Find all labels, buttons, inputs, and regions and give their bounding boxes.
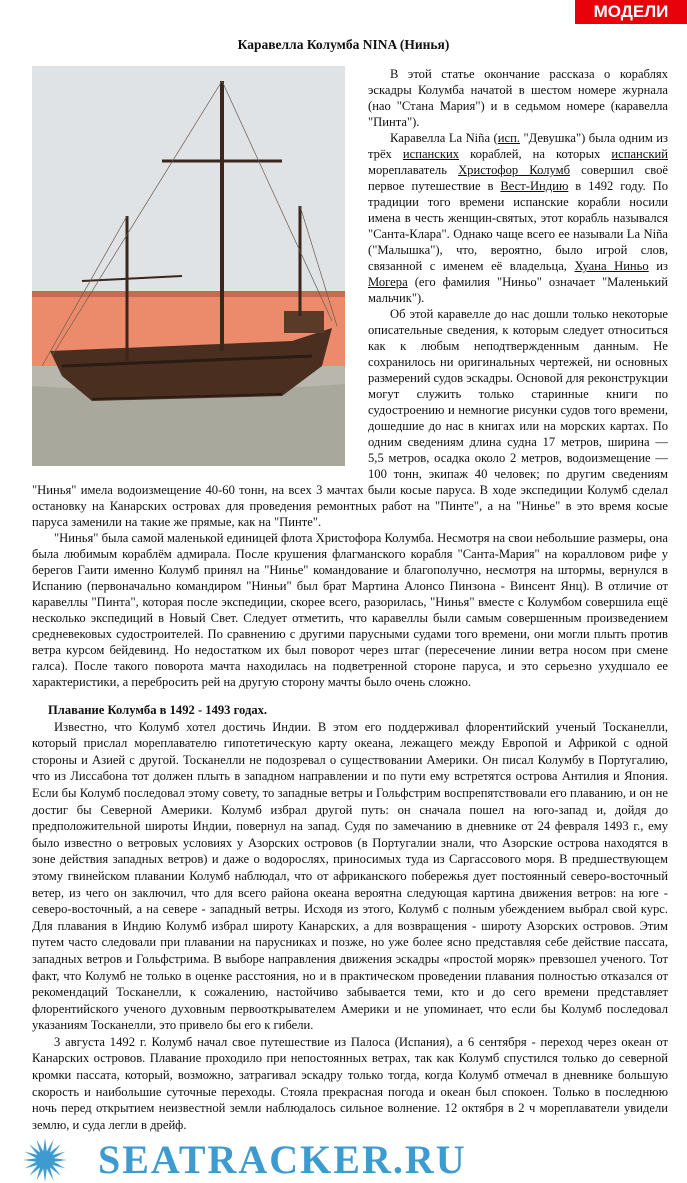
- text-segment: Каравелла La Niña (: [390, 131, 498, 145]
- article-body: [32, 66, 668, 1183]
- text-segment: из: [648, 259, 668, 273]
- link-christopher-columbus[interactable]: Христофор Колумб: [458, 163, 570, 177]
- link-west-indies[interactable]: Вест-Индию: [500, 179, 569, 193]
- starburst-icon: [0, 1137, 90, 1183]
- text-segment: (его фамилия "Ниньо" означает "Маленький мальчик").: [368, 275, 668, 305]
- text-segment: мореплаватель: [368, 163, 459, 177]
- page-title: Каравелла Колумба NINA (Нинья): [237, 37, 450, 52]
- link-spanish-abbr[interactable]: исп.: [497, 131, 520, 145]
- text-segment: кораблей, на которых: [459, 147, 612, 161]
- paragraph-route: Известно, что Колумб хотел достичь Индии. В этом его поддерживал флорентийский ученый Тосканелли, который прислал мореплавателю гипотетическую карту океана, лежащего между Европой и Африкой с одной стороны и Азией с другой. Тосканелли не подозревал о существовании Америки. Он писал Колумбу в Португалию, что из Лиссабона тот должен плыть в западном направлении и по пути ему встретятся острова Антилия и Япония. Если бы Колумб последовал этому совету, то западные ветры и Гольфстрим воспрепятствовали его плаванию, и он не достиг бы Северной Америки. Колумб избрал другой путь: он сначала пошел на юго-запад и, дойдя до предположительной широты Индии, повернул на запад. Судя по замечанию в дневнике от 24 февраля 1493 г., ему было известно о ветровых условиях у Азорских островов (в Португалии знали, что Азорские острова находятся в зоне действия западных ветров) и даже о водорослях, приносимых туда из Саргассового моря. В предшествующем этому гвинейском плавании Колумб наблюдал, что от африканского побережья дует постоянный северо-восточный ветер, из чего он заключил, что для всего района океана вероятна следующая картина движения ветров: на юге - северо-восточный, а на севере - западный ветры. Исходя из этого, Колумб с полным убеждением выбрал свой курс. Для плавания в Индию Колумб избрал широту Канарских, а для возвращения - широту Азорских островов. Этим путем часто следовали при плавании на парусниках и позже, но уже более ясно представляя себе действие пассата, западных ветров и Гольфстрима. В выборе направления движения эскадры «простой моряк» превзошел ученого. Тот факт, что Колумб не только в оценке расстояния, но и в практическом проведении плавания полностью отказался от рекомендаций Тосканелли, к сожалению, настойчиво забывается теми, кто и до сего времени представляет флорентийского ученого духовным первооткрывателем Америки и не упоминает, что если бы Колумб последовал указаниям Тосканелли, это привело бы его к гибели.: [32, 719, 668, 1033]
- voyage-section: [32, 702, 668, 1133]
- text-segment: совершил своё первое путешествие в: [368, 163, 668, 193]
- link-spanish-adj[interactable]: испанский: [611, 147, 668, 161]
- watermark-text: SEATRACKER.RU: [98, 1137, 467, 1183]
- link-spanish[interactable]: испанских: [402, 147, 460, 161]
- link-juan-nino[interactable]: Хуана Ниньо: [574, 259, 649, 273]
- paragraph-history: "Нинья" была самой маленькой единицей флота Христофора Колумба. Несмотря на свои небольшие размеры, она была любимым кораблём адмирала. После крушения флагманского корабля "Санта-Мария" на коралловом рифе у берегов Гаити именно Колумб принял на "Нинье" командование и благополучно, несмотря на штормы, вернулся в Испанию (первоначально командиром "Ниньи" был брат Мартина Алонсо Пинзона - Винсент Янц). В отличие от каравеллы "Пинта", которая после экспедиции, скорее всего, разорилась, "Нинья" вместе с Колумбом совершила ещё несколько экспедиций в Новый Свет. Следует отметить, что каравеллы были самым совершенным произведением средневековых судостроителей. По сравнению с другими парусными судами того времени, они могли плыть против ветра курсом бейдевинд. Но недостатком их был поворот через штаг (пересечение линии ветра носом при смене галса). После такого поворота мачта находилась на подветренной стороне паруса, и это серьезно ухудшало ее характеристики, а перебросить рей на другую сторону мачты было очень сложно.: [32, 531, 668, 689]
- seatracker-watermark: [0, 1137, 668, 1183]
- link-moguer[interactable]: Могера: [368, 275, 408, 289]
- caravel-nina-photo: [32, 66, 345, 466]
- category-badge-models[interactable]: МОДЕЛИ: [575, 0, 687, 24]
- paragraph-specifications: Об этой каравелле до нас дошли только некоторые описательные сведения, к которым следует относиться как к любым неподтвержденным данным. Не сохранилось ни оригинальных чертежей, ни основных размерений судов эскадры. Основой для реконструкции могут служить только старинные книги по судостроению и немногие рисунки судов того времени, дошедшие до нас в книгах или на морских картах. По одним сведениям длина судна 17 метров, ширина — 5,5 метров, осадка около 2 метров, водоизмещение — 100 тонн, экипаж 40 человек; по другим сведениям "Нинья" имела водоизмещение 40-60 тонн, на всех 3 мачтах были косые паруса. В ходе экспедиции Колумб сделал остановку на Канарских островах для проведения ремонтных работ на "Пинте", а на "Нинье" в это время косые паруса заменили на такие же прямые, как на "Пинте".: [32, 307, 669, 529]
- paragraph-voyage: 3 августа 1492 г. Колумб начал свое путешествие из Палоса (Испания), а 6 сентября - переход через океан от Канарских островов. Плавание проходило при непостоянных ветрах, так как Колумб спустился только до северной кромки пассата, который, возможно, затрагивал эскадру только тогда, когда Колумб отмечал в дневнике большую скорость и наибольшие суточные переходы. Стояла прекрасная погода и океан был спокоен. Только в последнюю ночь перед открытием неизвестной земли наблюдалось сильное волнение. 12 октября в 2 ч мореплаватели увидели землю, и суда легли в дрейф.: [32, 1034, 668, 1132]
- text-segment: "Девушка") была одним из трёх: [368, 131, 668, 161]
- text-segment: в 1492 году. По традиции того времени испанские корабли носили имена в честь женщин-святых, этот корабль назывался "Санта-Клара". Однако чаще всего ее называли La Niña ("Малышка"), что, вероятно, было игрой слов, связанной с именем её владельца,: [368, 179, 668, 273]
- intro-paragraph: В этой статье окончание рассказа о кораблях эскадры Колумба начатой в шестом номере журнала (нао "Стана Мария") и в седьмом номере (каравелла "Пинта").: [368, 67, 668, 129]
- section-heading: Плавание Колумба в 1492 - 1493 годах.: [48, 703, 268, 717]
